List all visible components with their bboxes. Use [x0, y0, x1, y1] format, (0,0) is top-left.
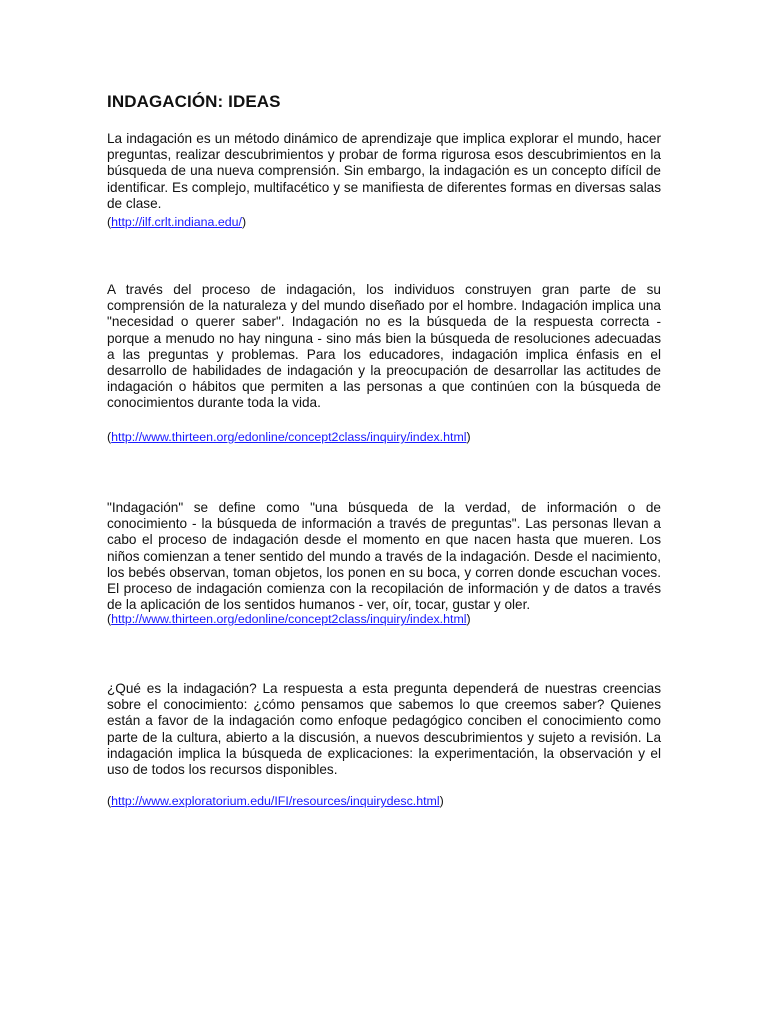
citation-close-paren: ) [466, 612, 471, 626]
citation-open-paren: ( [107, 215, 112, 229]
source-citation-1 [107, 215, 246, 230]
paragraph-1: La indagación es un método dinámico de aprendizaje que implica explorar el mundo, hacer preguntas, realizar descubrimientos y probar de forma rigurosa esos descubrimientos en la búsqueda de una nueva comprensión. Sin embargo, la indagación es un concepto difícil de identificar. Es complejo, multifacético y se manifiesta de diferentes formas en diversas salas de clase. [107, 131, 661, 211]
source-citation-2 [107, 430, 471, 445]
source-link-2[interactable]: http://www.thirteen.org/edonline/concept2class/inquiry/index.html [111, 430, 467, 444]
paragraph-4: ¿Qué es la indagación? La respuesta a esta pregunta dependerá de nuestras creencias sobre el conocimiento: ¿cómo pensamos que sabemos lo que creemos saber? Quienes están a favor de la indagación como enfoque pedagógico conciben el conocimiento como parte de la cultura, abierto a la discusión, a nuevos descubrimientos y sujeto a revisión. La indagación implica la búsqueda de explicaciones: la experimentación, la observación y el uso de todos los recursos disponibles. [107, 681, 661, 778]
citation-close-paren: ) [242, 215, 247, 229]
source-link-1[interactable]: http://ilf.crlt.indiana.edu/ [111, 215, 243, 229]
paragraph-3: "Indagación" se define como "una búsqueda de la verdad, de información o de conocimiento - la búsqueda de información a través de preguntas". Las personas llevan a cabo el proceso de indagación desde el momento en que nacen hasta que mueren. Los niños comienzan a tener sentido del mundo a través de la indagación. Desde el nacimiento, los bebés observan, toman objetos, los ponen en su boca, y corren donde escuchan voces. El proceso de indagación comienza con la recopilación de información y de datos a través de la aplicación de los sentidos humanos - ver, oír, tocar, gustar y oler. [107, 500, 661, 613]
citation-close-paren: ) [439, 794, 444, 808]
citation-close-paren: ) [466, 430, 471, 444]
page-title: INDAGACIÓN: IDEAS [107, 92, 281, 111]
source-link-4[interactable]: http://www.exploratorium.edu/IFI/resources/inquirydesc.html [111, 794, 440, 808]
source-citation-3 [107, 612, 471, 627]
source-link-3[interactable]: http://www.thirteen.org/edonline/concept2class/inquiry/index.html [111, 612, 467, 626]
citation-open-paren: ( [107, 430, 112, 444]
source-citation-4 [107, 794, 444, 809]
paragraph-2: A través del proceso de indagación, los individuos construyen gran parte de su comprensión de la naturaleza y del mundo diseñado por el hombre. Indagación implica una "necesidad o querer saber". Indagación no es la búsqueda de la respuesta correcta - porque a menudo no hay ninguna - sino más bien la búsqueda de resoluciones adecuadas a las preguntas y problemas. Para los educadores, indagación implica énfasis en el desarrollo de habilidades de indagación y la preocupación de desarrollar las actitudes de indagación o hábitos que permiten a las personas a que continúen con la búsqueda de conocimientos durante toda la vida. [107, 282, 661, 411]
citation-open-paren: ( [107, 612, 112, 626]
citation-open-paren: ( [107, 794, 112, 808]
